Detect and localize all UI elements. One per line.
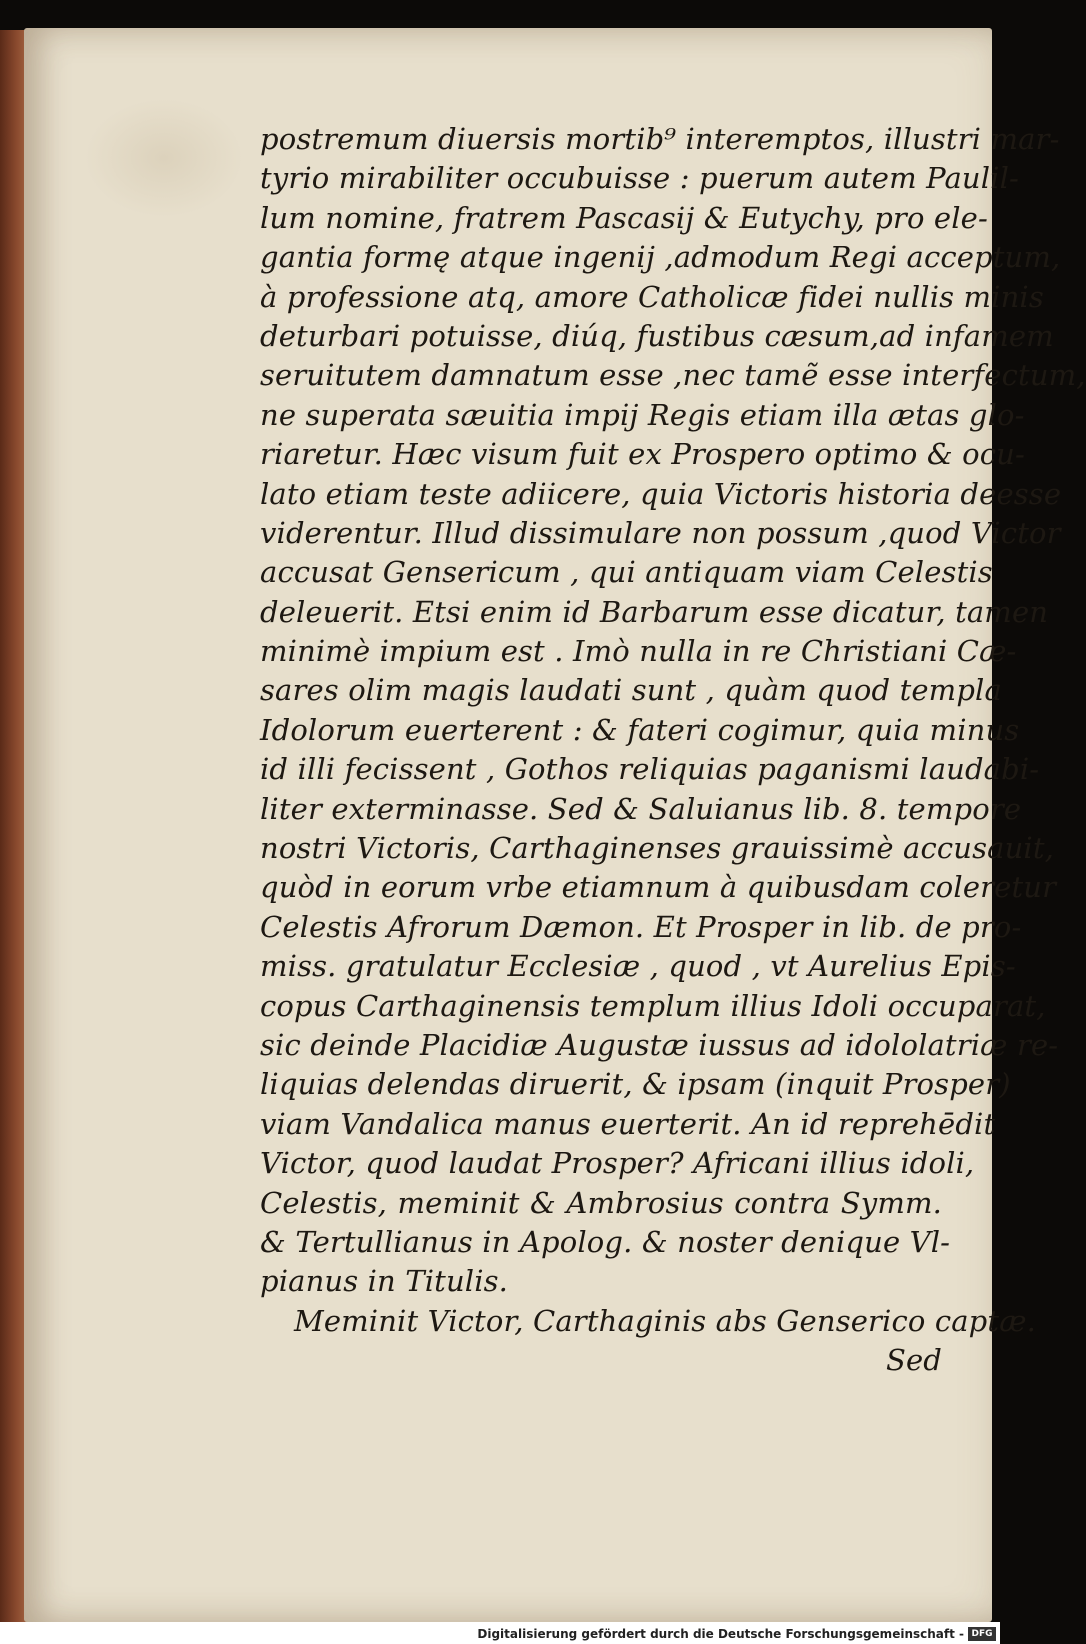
text-line: riaretur. Hæc visum fuit ex Prospero optimo & ocu- bbox=[260, 437, 1025, 472]
paragraph-first-line: Meminit Victor, Carthaginis abs Genserico captæ. bbox=[294, 1303, 1036, 1338]
catchword: Sed bbox=[885, 1343, 942, 1378]
text-line: Victor, quod laudat Prosper? Africani illius idoli, bbox=[260, 1146, 975, 1181]
text-line: tyrio mirabiliter occubuisse : puerum autem Paulil- bbox=[260, 161, 1019, 196]
text-line: copus Carthaginensis templum illius Idoli occuparat, bbox=[260, 988, 1046, 1023]
text-line: sic deinde Placidiæ Augustæ iussus ad idololatriæ re- bbox=[260, 1027, 1059, 1062]
text-line: id illi fecissent , Gothos reliquias paganismi laudabi- bbox=[260, 752, 1040, 787]
text-line: liquias delendas diruerit, & ipsam (inquit Prosper) bbox=[260, 1067, 1011, 1102]
text-line: Celestis Afrorum Dæmon. Et Prosper in lib. de pro- bbox=[260, 909, 1022, 944]
paper-stain bbox=[84, 98, 244, 218]
text-line: postremum diuersis mortib⁹ interemptos, illustri mar- bbox=[260, 122, 1060, 156]
dfg-logo: DFG bbox=[968, 1627, 996, 1641]
funding-credit: Digitalisierung gefördert durch die Deutsche Forschungsgemeinschaft - bbox=[477, 1627, 964, 1641]
text-line: seruitutem damnatum esse ,nec tamẽ esse interfectum, bbox=[260, 358, 1086, 393]
book-page bbox=[24, 28, 1086, 1622]
text-line: lum nomine, fratrem Pascasij & Eutychy, pro ele- bbox=[260, 200, 988, 235]
body-text bbox=[260, 120, 1086, 1381]
text-line: viam Vandalica manus euerterit. An id reprehēdit bbox=[260, 1106, 996, 1141]
footer-bar bbox=[0, 1622, 1000, 1644]
text-line: deleuerit. Etsi enim id Barbarum esse dicatur, tamen bbox=[260, 594, 1049, 629]
text-line: minimè impium est . Imò nulla in re Christiani Cæ- bbox=[260, 634, 1017, 669]
text-line: gantia formę atque ingenij ,admodum Regi acceptum, bbox=[260, 240, 1061, 275]
text-line: Idolorum euerterent : & fateri cogimur, quia minus bbox=[260, 712, 1020, 747]
text-line: lato etiam teste adiicere, quia Victoris historia deesse bbox=[260, 476, 1062, 511]
text-line: ne superata sæuitia impij Regis etiam illa ætas glo- bbox=[260, 397, 1025, 432]
text-line: nostri Victoris, Carthaginenses grauissimè accusauit, bbox=[260, 831, 1054, 866]
text-line: pianus in Titulis. bbox=[260, 1264, 509, 1299]
text-line: miss. gratulatur Ecclesiæ , quod , vt Aurelius Epis- bbox=[260, 949, 1016, 984]
text-line: viderentur. Illud dissimulare non possum ,quod Victor bbox=[260, 515, 1061, 550]
text-line: & Tertullianus in Apolog. & noster denique Vl- bbox=[260, 1224, 951, 1259]
text-line: quòd in eorum vrbe etiamnum à quibusdam coleretur bbox=[260, 870, 1057, 905]
text-line: à professione atq, amore Catholicæ fidei nullis minis bbox=[260, 279, 1044, 314]
text-line: deturbari potuisse, diúq, fustibus cæsum,ad infamem bbox=[260, 318, 1054, 353]
text-line: liter exterminasse. Sed & Saluianus lib. 8. tempore bbox=[260, 791, 1022, 826]
text-line: Celestis, meminit & Ambrosius contra Symm. bbox=[260, 1185, 942, 1220]
text-line: accusat Gensericum , qui antiquam viam Celestis bbox=[260, 555, 993, 590]
text-line: sares olim magis laudati sunt , quàm quod templa bbox=[260, 673, 1002, 708]
